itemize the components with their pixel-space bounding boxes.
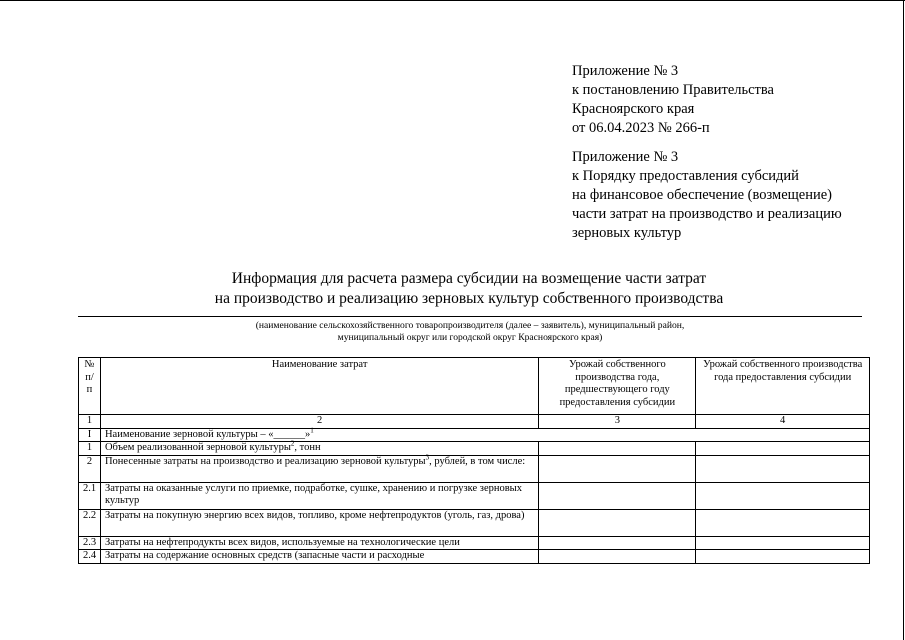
- row-text: Понесенные затраты на производство и реализацию зерновой культуры: [104, 455, 426, 467]
- row-num: 2.2: [79, 509, 101, 536]
- appendix-line: на финансовое обеспечение (возмещение): [572, 187, 833, 203]
- footnote-mark: 2: [290, 439, 295, 448]
- value-cell-prev-year[interactable]: [539, 442, 696, 456]
- document-title-line-1: Информация для расчета размера субсидии на возмещение части затрат: [231, 270, 707, 287]
- applicant-name-line: [78, 316, 862, 317]
- costs-table: [78, 357, 870, 564]
- value-cell-prev-year[interactable]: [539, 455, 696, 482]
- column-number: 1: [79, 415, 101, 429]
- value-cell-cur-year[interactable]: [696, 536, 870, 550]
- crop-name-cell: [100, 428, 869, 442]
- value-cell-cur-year[interactable]: [696, 550, 870, 564]
- appendix-resolution-block: [572, 62, 774, 138]
- value-cell-cur-year[interactable]: [696, 455, 870, 482]
- row-name: [100, 455, 538, 482]
- value-cell-cur-year[interactable]: [696, 509, 870, 536]
- footnote-mark: 1: [310, 426, 314, 434]
- row-name: [100, 439, 538, 456]
- appendix-line: Приложение № 3: [572, 149, 679, 165]
- table-row: [79, 455, 870, 482]
- header-prev-year: Урожай собственного производства года, предшествующего году предоставления субсидии: [539, 358, 696, 415]
- appendix-line: к постановлению Правительства: [572, 82, 774, 98]
- value-cell-cur-year[interactable]: [696, 482, 870, 509]
- column-number: 2: [100, 415, 538, 429]
- page-frame-right: [903, 0, 904, 640]
- appendix-line: зерновых культур: [572, 225, 682, 241]
- footnote-mark: 3: [425, 453, 430, 461]
- appendix-line: Приложение № 3: [572, 63, 679, 79]
- table-column-numbers-row: [79, 415, 870, 429]
- appendix-line: к Порядку предоставления субсидий: [572, 168, 799, 184]
- row-name: Затраты на оказанные услуги по приемке, подработке, сушке, хранению и погрузке зерновых культур: [100, 482, 538, 509]
- table-row: [79, 509, 870, 536]
- value-cell-prev-year[interactable]: [539, 536, 696, 550]
- row-num: 2: [79, 455, 101, 482]
- row-num: I: [79, 428, 101, 442]
- table-row: [79, 442, 870, 456]
- row-num: 2.3: [79, 536, 101, 550]
- applicant-caption-line-1: (наименование сельскохозяйственного товаропроизводителя (далее – заявитель), муниципальный район,: [255, 320, 685, 331]
- crop-name-blank: ______: [273, 428, 305, 440]
- column-number: 4: [696, 415, 870, 429]
- crop-name-text: Наименование зерновой культуры – «: [104, 428, 274, 440]
- document-title-line-2: на производство и реализацию зерновых культур собственного производства: [214, 290, 724, 307]
- table-row: [79, 550, 870, 564]
- value-cell-prev-year[interactable]: [539, 509, 696, 536]
- row-text-tail: , тонн: [294, 442, 321, 453]
- table-row: [79, 482, 870, 509]
- appendix-line: части затрат на производство и реализацию: [572, 206, 842, 222]
- crop-name-close: »: [304, 428, 311, 440]
- value-cell-cur-year[interactable]: [696, 442, 870, 456]
- header-cur-year: Урожай собственного производства года предоставления субсидии: [696, 358, 870, 415]
- page-frame-top: [0, 0, 905, 1]
- row-num: 2.1: [79, 482, 101, 509]
- applicant-caption-line-2: муниципальный округ или городской округ Красноярского края): [337, 332, 603, 343]
- table-row: [79, 536, 870, 550]
- table-row-crop-name: [79, 428, 870, 442]
- appendix-line: Красноярского края: [572, 101, 695, 117]
- value-cell-prev-year[interactable]: [539, 482, 696, 509]
- row-num: 2.4: [79, 550, 101, 564]
- row-name: Затраты на нефтепродукты всех видов, используемые на технологические цели: [100, 536, 538, 550]
- row-name: Затраты на покупную энергию всех видов, топливо, кроме нефтепродуктов (уголь, газ, дрова): [100, 509, 538, 536]
- value-cell-prev-year[interactable]: [539, 550, 696, 564]
- row-num: 1: [79, 442, 101, 456]
- header-name: Наименование затрат: [100, 358, 538, 415]
- appendix-line: от 06.04.2023 № 266-п: [572, 120, 710, 136]
- column-number: 3: [539, 415, 696, 429]
- appendix-order-block: [572, 148, 842, 243]
- row-text: Объем реализованной зерновой культуры: [104, 442, 291, 453]
- row-name: Затраты на содержание основных средств (запасные части и расходные: [100, 550, 538, 564]
- table-header-row: [79, 358, 870, 415]
- row-text-tail: , рублей, в том числе:: [429, 455, 526, 467]
- header-num: № п/п: [79, 358, 101, 415]
